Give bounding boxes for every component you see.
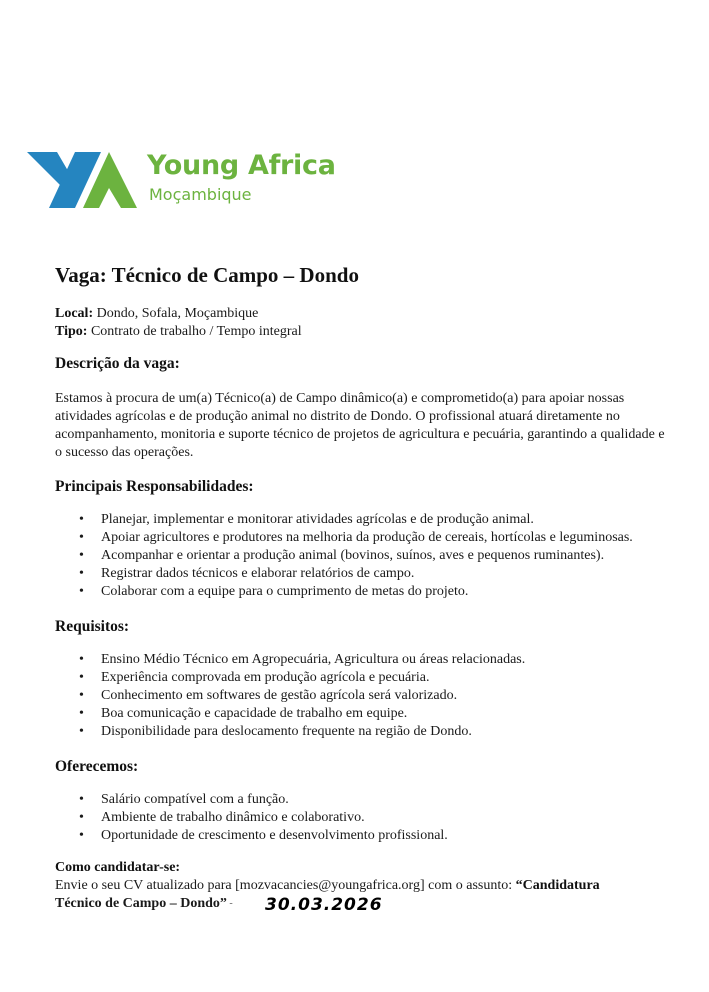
trailing-mark: - — [226, 898, 233, 909]
apply-subject-part1: “Candidatura — [515, 878, 600, 893]
requirements-heading: Requisitos: — [55, 618, 130, 635]
list-item-text: Disponibilidade para deslocamento frequente na região de Dondo. — [101, 724, 472, 739]
list-item — [55, 651, 665, 669]
apply-instructions — [55, 877, 665, 895]
apply-last-line — [55, 895, 665, 913]
offer-list — [55, 791, 665, 845]
list-item — [55, 565, 665, 583]
apply-heading: Como candidatar-se: — [55, 860, 181, 875]
job-meta — [55, 305, 665, 341]
list-item-text: Ensino Médio Técnico em Agropecuária, Agricultura ou áreas relacionadas. — [101, 652, 526, 667]
list-item-text: Conhecimento em softwares de gestão agrícola será valorizado. — [101, 688, 458, 703]
logo-name: Young Africa — [147, 150, 336, 181]
list-item-text: Ambiente de trabalho dinâmico e colaborativo. — [101, 810, 365, 825]
list-item — [55, 723, 665, 741]
list-item — [55, 705, 665, 723]
list-item — [55, 511, 665, 529]
page-title: Vaga: Técnico de Campo – Dondo — [55, 263, 359, 287]
list-item-text: Salário compatível com a função. — [101, 792, 289, 807]
job-posting — [55, 262, 665, 913]
bullet-icon: • — [79, 792, 84, 807]
location-value: Dondo, Sofala, Moçambique — [93, 306, 259, 321]
bullet-icon: • — [79, 512, 84, 527]
list-item — [55, 583, 665, 601]
bullet-icon: • — [79, 566, 84, 581]
ya-logo-mark-icon — [27, 152, 137, 208]
list-item-text: Experiência comprovada em produção agrícola e pecuária. — [101, 670, 430, 685]
list-item — [55, 529, 665, 547]
apply-text-mid: com o assunto: — [424, 878, 516, 893]
responsibilities-list — [55, 511, 665, 601]
apply-text-before: Envie o seu CV atualizado para — [55, 878, 236, 893]
list-item — [55, 687, 665, 705]
location-label: Local: — [55, 306, 94, 321]
meta-location — [55, 305, 665, 323]
bullet-icon: • — [79, 810, 84, 825]
bullet-icon: • — [79, 828, 84, 843]
list-item-text: Acompanhar e orientar a produção animal (bovinos, suínos, aves e pequenos ruminantes). — [101, 548, 605, 563]
requirements-list — [55, 651, 665, 741]
logo-subtitle: Moçambique — [149, 185, 252, 204]
bullet-icon: • — [79, 652, 84, 667]
bullet-icon: • — [79, 584, 84, 599]
list-item-text: Registrar dados técnicos e elaborar relatórios de campo. — [101, 566, 415, 581]
bullet-icon: • — [79, 670, 84, 685]
apply-subject-part2: Técnico de Campo – Dondo” — [55, 896, 227, 911]
list-item-text: Colaborar com a equipe para o cumprimento de metas do projeto. — [101, 584, 469, 599]
offer-heading: Oferecemos: — [55, 758, 139, 775]
bullet-icon: • — [79, 530, 84, 545]
bullet-icon: • — [79, 548, 84, 563]
list-item — [55, 827, 665, 845]
meta-type — [55, 323, 665, 341]
description-text: Estamos à procura de um(a) Técnico(a) de Campo dinâmico(a) e comprometido(a) para apoiar nossas atividades agrícolas e de produção animal no distrito de Dondo. O profissional atuará diretamente no acompanhamento, monitoria e suporte técnico de projetos de agricultura e pecuária, garantindo a qualidade e o sucesso das operações. — [55, 391, 665, 460]
bullet-icon: • — [79, 706, 84, 721]
list-item-text: Planejar, implementar e monitorar atividades agrícolas e de produção animal. — [101, 512, 534, 527]
responsibilities-heading: Principais Responsabilidades: — [55, 478, 254, 495]
apply-email-link[interactable]: [mozvacancies@youngafrica.org] — [235, 878, 425, 893]
list-item — [55, 791, 665, 809]
type-value: Contrato de trabalho / Tempo integral — [87, 324, 302, 339]
young-africa-logo — [27, 150, 336, 212]
deadline-date-stamp: 30.03.2026 — [265, 895, 383, 915]
list-item — [55, 669, 665, 687]
description-heading: Descrição da vaga: — [55, 355, 180, 372]
type-label: Tipo: — [55, 324, 88, 339]
list-item — [55, 809, 665, 827]
bullet-icon: • — [79, 724, 84, 739]
list-item-text: Boa comunicação e capacidade de trabalho em equipe. — [101, 706, 408, 721]
list-item-text: Apoiar agricultores e produtores na melhoria da produção de cereais, hortícolas e leguminosas. — [101, 530, 633, 545]
list-item-text: Oportunidade de crescimento e desenvolvimento profissional. — [101, 828, 448, 843]
bullet-icon: • — [79, 688, 84, 703]
list-item — [55, 547, 665, 565]
